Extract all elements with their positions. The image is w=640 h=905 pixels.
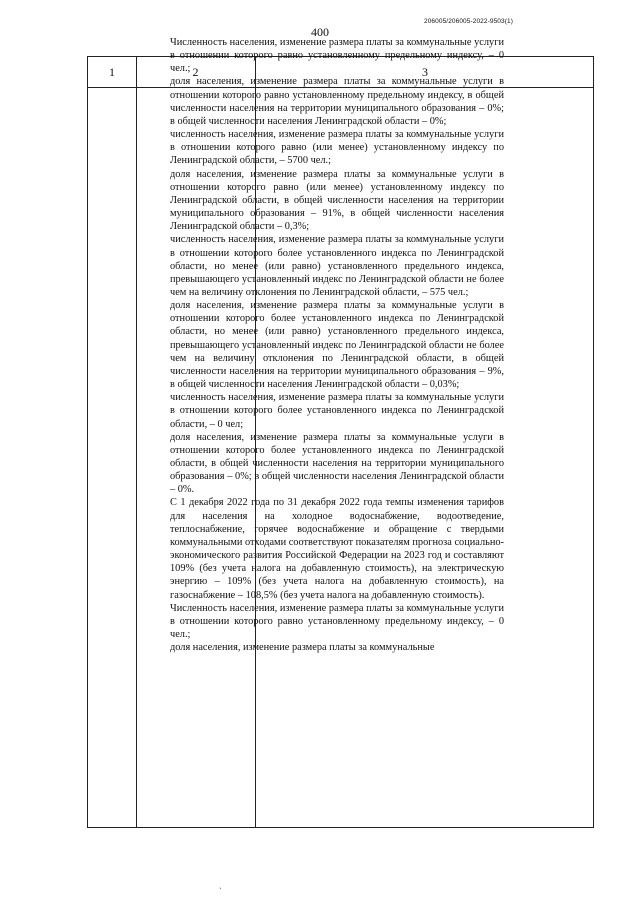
paragraph: доля населения, изменение размера платы за коммунальные	[170, 642, 435, 654]
column-divider	[136, 57, 137, 827]
document-id: 206005/206005-2022-9503(1)	[424, 18, 513, 25]
column-header-1: 1	[109, 65, 115, 79]
paragraph: доля населения, изменение размера платы за коммунальные услуги в отношении которого равно (или менее) установленному индексу по Ленинградской области, в общей численности населения на территории муниципального образования – 91%, в общей численности населения Ленинградской области – 0,3%;	[170, 168, 504, 233]
paragraph: численность населения, изменение размера платы за коммунальные услуги в отношении которого более установленного индекса по Ленинградской области, – 0 чел;	[170, 392, 504, 430]
scan-mark: ˎ	[219, 880, 222, 889]
paragraph: С 1 декабря 2022 года по 31 декабря 2022 года темпы изменения тарифов для населения на холодное водоснабжение, водоотведение, теплоснабжение, горячее водоснабжение и обращение с твердыми коммунальными отходами соответствуют показателям прогноза социально-экономического развития Российской Федерации на 2023 год и составляют 109% (без учета налога на добавленную стоимость), на электрическую энергию – 109% (без учета налога на добавленную стоимость), на газоснабжение – 108,5% (без учета налога на добавленную стоимость).	[170, 497, 504, 601]
column-header-2: 2	[192, 65, 199, 79]
paragraph: Численность населения, изменение размера платы за коммунальные услуги в отношении которого равно установленному предельному индексу, – 0 чел.;	[170, 37, 504, 75]
page-number: 400	[311, 25, 329, 39]
paragraph: численность населения, изменение размера платы за коммунальные услуги в отношении которого более установленного индекса по Ленинградской области, но менее (или равно) установленного предельного индекса, превышающего установленный индекс по Ленинградской области не более чем на величину отклонения по Ленинградской области, – 575 чел.;	[170, 234, 504, 298]
paragraph: доля населения, изменение размера платы за коммунальные услуги в отношении которого более установленного индекса по Ленинградской области, но менее (или равно) установленного предельного индекса, превышающего установленный индекс по Ленинградской области не более чем на величину отклонения по Ленинградской области, в общей численности населения на территории муниципального образования – 9%, в общей численности населения Ленинградской области – 0,03%;	[170, 300, 504, 391]
paragraph: доля населения, изменение размера платы за коммунальные услуги в отношении которого равно установленному предельному индексу, в общей численности населения на территории муниципального образования – 0%; в общей численности населения Ленинградской области – 0%;	[170, 76, 504, 127]
column-3-text	[170, 36, 504, 654]
column-header-3: 3	[422, 65, 428, 79]
paragraph: доля населения, изменение размера платы за коммунальные услуги в отношении которого более установленного индекса по Ленинградской области, в общей численности населения на территории муниципального образования – 0%; в общей численности населения Ленинградской области – 0%.	[170, 431, 504, 496]
paragraph: Численность населения, изменение размера платы за коммунальные услуги в отношении которого равно установленному предельному индексу, – 0 чел.;	[170, 602, 504, 641]
paragraph: численность населения, изменение размера платы за коммунальные услуги в отношении которого равно (или менее) установленному индексу по Ленинградской области, – 5700 чел.;	[170, 129, 504, 167]
